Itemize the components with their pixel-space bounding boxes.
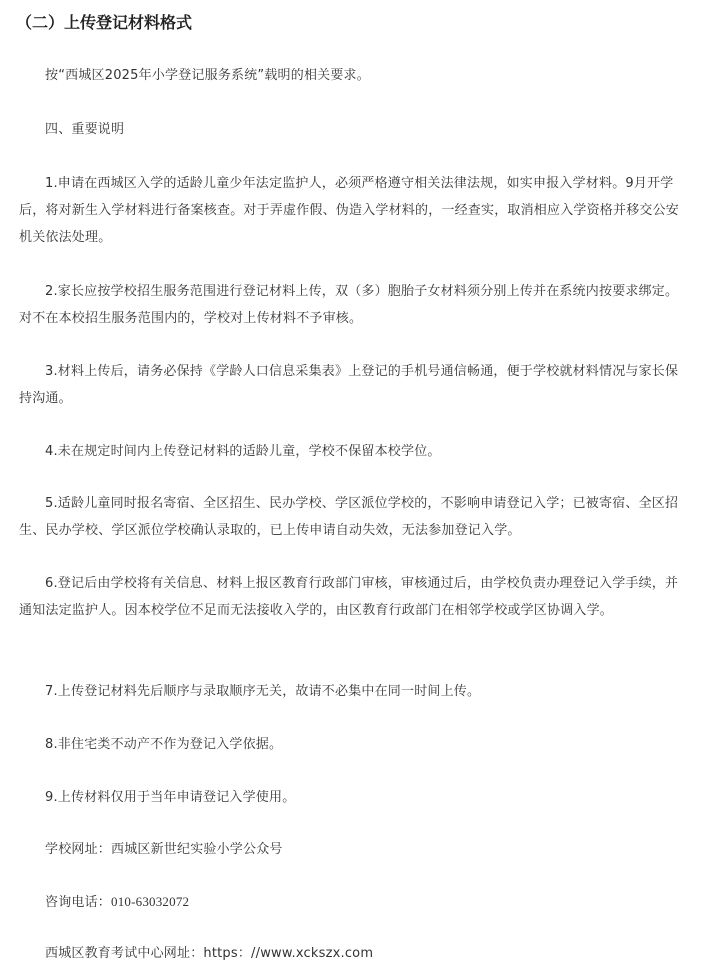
note-item-8: 8.非住宅类不动产不作为登记入学依据。 bbox=[45, 737, 283, 752]
phone-line: 咨询电话：010-63032072 bbox=[45, 894, 190, 909]
note-item-7: 7.上传登记材料先后顺序与录取顺序无关，故请不必集中在同一时间上传。 bbox=[45, 684, 481, 699]
note-item-1: 1.申请在西城区入学的适龄儿童少年法定监护人，必须严格遵守相关法律法规，如实申报入学材料。9月开学后，将对新生入学材料进行备案核查。对于弄虚作假、伪造入学材料的，一经查实，取消相应入学资格并移交公安机关依法处理。 bbox=[19, 176, 680, 245]
note-item-6: 6.登记后由学校将有关信息、材料上报区教育行政部门审核，审核通过后，由学校负责办理登记入学手续，并通知法定监护人。因本校学位不足而无法接收入学的，由区教育行政部门在相邻学校或学区协调入学。 bbox=[19, 576, 679, 618]
note-item-2: 2.家长应按学校招生服务范围进行登记材料上传，双（多）胞胎子女材料须分别上传并在系统内按要求绑定。对不在本校招生服务范围内的，学校对上传材料不予审核。 bbox=[19, 284, 679, 326]
section-four-title: 四、重要说明 bbox=[45, 122, 125, 137]
exam-center-website-line[interactable]: 西城区教育考试中心网址：https：//www.xckszx.com bbox=[45, 946, 374, 961]
school-website-line: 学校网址：西城区新世纪实验小学公众号 bbox=[45, 842, 283, 857]
intro-paragraph: 按“西城区2025年小学登记服务系统”载明的相关要求。 bbox=[45, 68, 370, 83]
note-item-3: 3.材料上传后，请务必保持《学龄人口信息采集表》上登记的手机号通信畅通，便于学校就材料情况与家长保持沟通。 bbox=[19, 364, 679, 406]
note-item-9: 9.上传材料仅用于当年申请登记入学使用。 bbox=[45, 790, 296, 805]
note-item-4: 4.未在规定时间内上传登记材料的适龄儿童，学校不保留本校学位。 bbox=[45, 444, 441, 459]
note-item-5: 5.适龄儿童同时报名寄宿、全区招生、民办学校、学区派位学校的，不影响申请登记入学；已被寄宿、全区招生、民办学校、学区派位学校确认录取的，已上传申请自动失效，无法参加登记入学。 bbox=[19, 496, 679, 538]
section-heading: （二）上传登记材料格式 bbox=[16, 13, 193, 32]
